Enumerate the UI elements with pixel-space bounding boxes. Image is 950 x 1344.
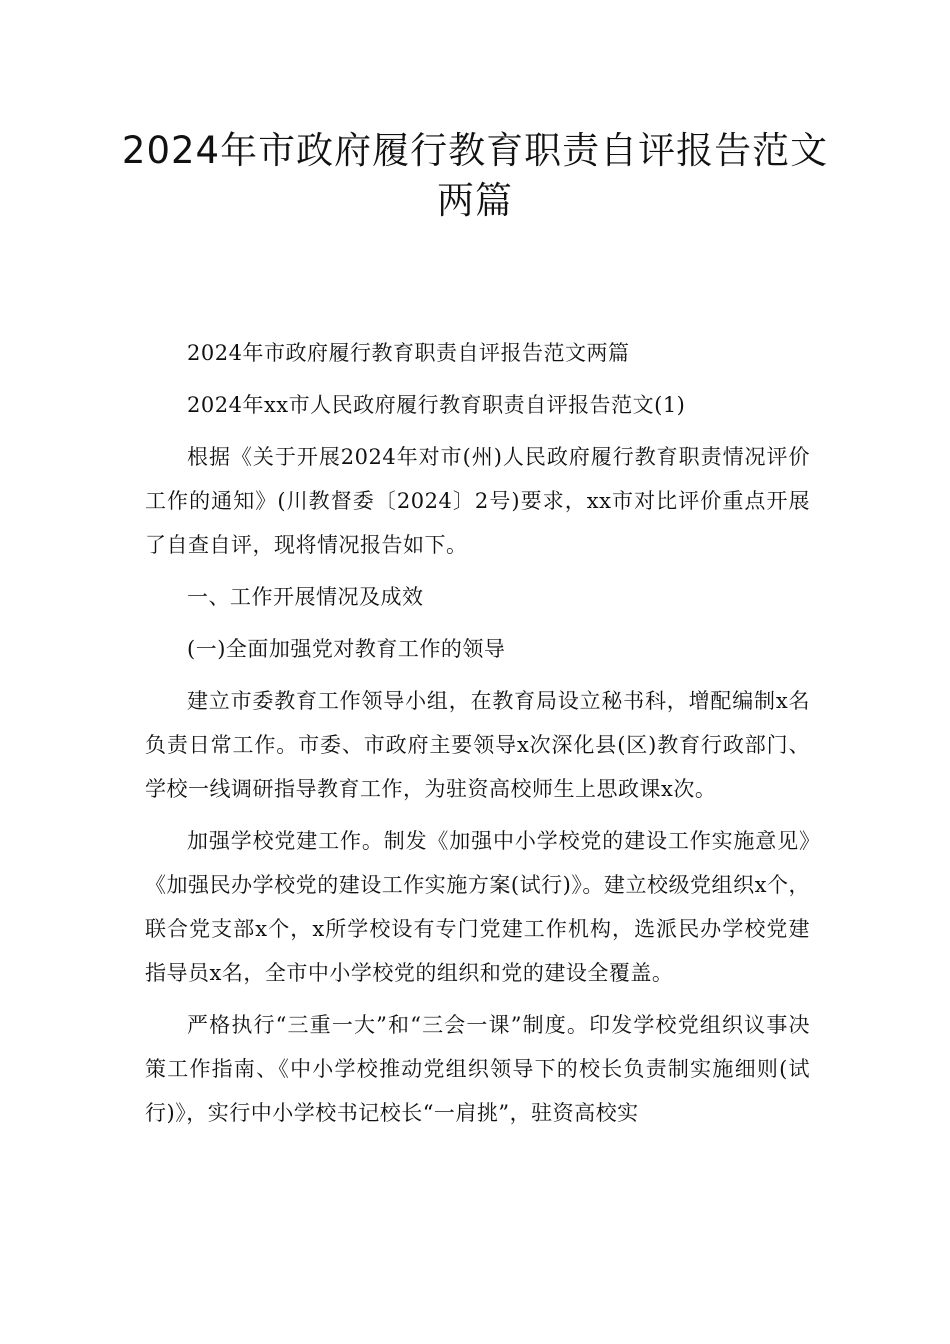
paragraph-intro: 根据《关于开展2024年对市(州)人民政府履行教育职责情况评价工作的通知》(川教督委〔2024〕2号)要求，xx市对比评价重点开展了自查自评，现将情况报告如下。	[145, 445, 810, 557]
paragraph-subtitle: 2024年xx市人民政府履行教育职责自评报告范文(1)	[187, 393, 686, 417]
document-body	[145, 331, 810, 1135]
paragraph-party-building: 加强学校党建工作。制发《加强中小学校党的建设工作实施意见》《加强民办学校党的建设工作实施方案(试行)》。建立校级党组织x个，联合党支部x个，x所学校设有专门党建工作机构，选派民办学校党建指导员x名，全市中小学校党的组织和党的建设全覆盖。	[145, 829, 810, 985]
paragraph-heading-repeat: 2024年市政府履行教育职责自评报告范文两篇	[187, 341, 630, 365]
paragraph-leadership: 建立市委教育工作领导小组，在教育局设立秘书科，增配编制x名负责日常工作。市委、市政府主要领导x次深化县(区)教育行政部门、学校一线调研指导教育工作，为驻资高校师生上思政课x次。	[145, 689, 810, 801]
document-title: 2024年市政府履行教育职责自评报告范文两篇	[121, 129, 829, 222]
paragraph-systems: 严格执行“三重一大”和“三会一课”制度。印发学校党组织议事决策工作指南、《中小学校推动党组织领导下的校长负责制实施细则(试行)》，实行中小学校书记校长“一肩挑”，驻资高校实	[145, 1013, 810, 1125]
subsection-heading: (一)全面加强党对教育工作的领导	[187, 637, 506, 661]
section-heading: 一、工作开展情况及成效	[187, 585, 424, 609]
